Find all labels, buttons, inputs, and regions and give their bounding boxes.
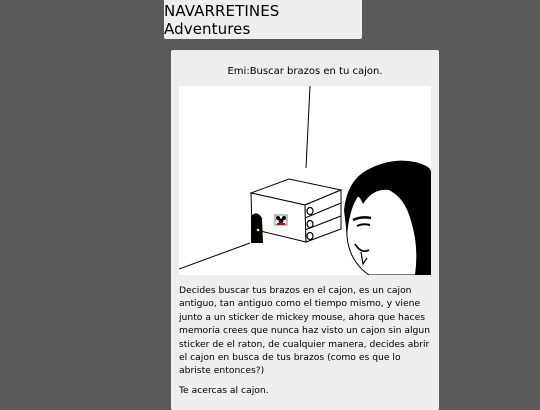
drawer-knob <box>307 208 313 215</box>
site-title[interactable]: NAVARRETINES Adventures <box>164 1 280 38</box>
story-paragraph: Decides buscar tus brazos en el cajon, es un cajon antiguo, tan antiguo como el tiempo mismo, y viene junto a un sticker de mickey mouse, ahora que haces memoria crees que nunca haz visto un cajon sin algun sticker de el raton, de cualquier manera, decides abrir el cajon en busca de tus brazos (como es que lo abriste entonces?) <box>179 285 431 377</box>
content-panel <box>171 50 439 410</box>
character-face <box>344 161 431 275</box>
header <box>164 0 362 39</box>
comic-panel-image <box>179 86 431 275</box>
next-page-link[interactable]: Te acercas al cajon. <box>179 384 269 396</box>
story-text-area <box>179 284 433 397</box>
drawer-knob <box>307 221 313 228</box>
peeking-figure <box>251 213 263 243</box>
floor-line <box>179 243 250 269</box>
mickey-sticker <box>275 215 287 225</box>
page-command: Emi:Buscar brazos en tu cajon. <box>227 66 383 77</box>
wall-corner-line <box>306 86 310 168</box>
drawer-knob <box>307 233 313 240</box>
